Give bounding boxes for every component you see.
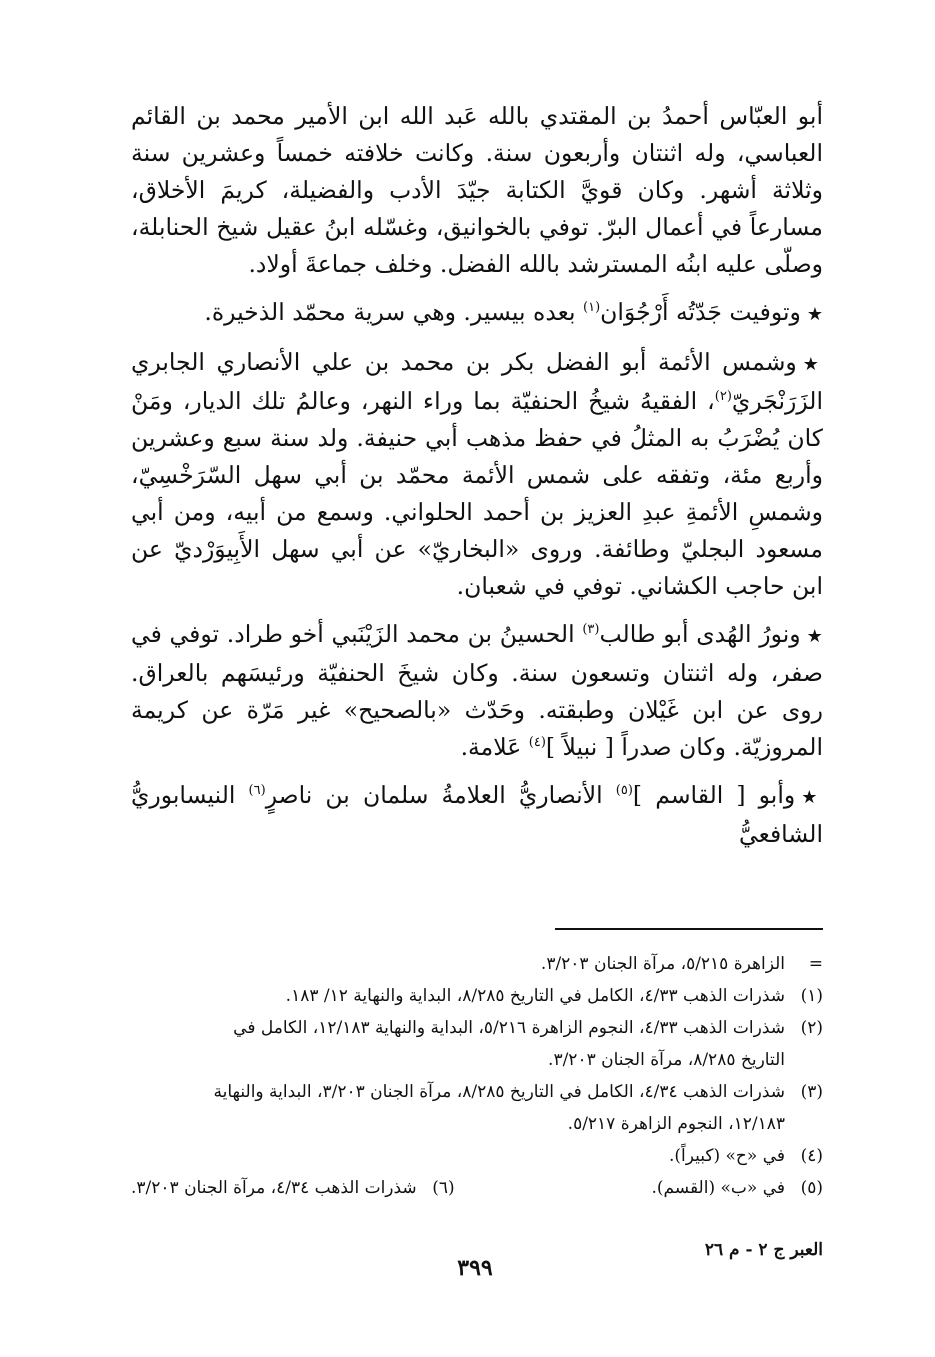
star-icon: ★ xyxy=(806,304,823,325)
paragraph-5: ★وأبو [ القاسم ]$^{(٥)}$ الأنصاريُّ العلامةُ سلمان بن ناصرٍ$^{(٦)}$ النيسابوريُّ الشافعيُّ xyxy=(131,781,824,848)
paragraph-4: ★ونورُ الهُدى أبو طالب$^{(٣)}$ الحسينُ بن محمد الزَيْنَبي أخو طراد. توفي في صفر، وله اثنتان وتسعون سنة. وكان شيخَ الحنفيّة ورئيسَهم بالعراق. روى عن ابن غَيْلان وطبقته. وحَدّث «بالصحيح» غير مَرّة عن كريمة المروزيّة. وكان صدراً [ نبيلاً ]$^{(٤)}$ عَلامة. xyxy=(131,620,824,761)
paragraph-1: أبو العبّاس أحمدُ بن المقتدي بالله عَبد الله ابن الأمير محمد بن القائم العباسي، وله اثنتان وأربعون سنة. وكانت خلافته خمساً وعشرين سنة وثلاثة أشهر. وكان قويَّ الكتابة جيّدَ الأدب والفضيلة، كريمَ الأخلاق، مسارعاً في أعمال البرّ. توفي بالخوانيق، وغسّله ابنُ عقيل شيخ الحنابلة، وصلّى عليه ابنُه المسترشد بالله الفضل. وخلف جماعةَ أولاد. xyxy=(131,102,823,278)
footnote-divider xyxy=(555,928,823,930)
footnote-ref-3: (٣) xyxy=(582,622,600,638)
footnote-ref-4: (٤) xyxy=(528,735,546,751)
star-icon: ★ xyxy=(806,626,824,647)
paragraph-3: ★وشمس الأئمة أبو الفضل بكر بن محمد بن علي الأنصاري الجابري الزَرَنْجَريّ$^{(٢)}$، الفقيهُ شيخُ الحنفيّة بما وراء النهر، وعالمُ تلك الديار، ومَنْ كان يُضْرَبُ به المثلُ في حفظ مذهب أبي حنيفة. ولد سنة سبع وعشرين وأربع مئة، وتفقه على شمس الأئمة محمّد بن أبي سهل السّرَخْسِيّ، وشمسِ الأئمةِ عبدِ العزيز بن أحمد الحلواني. وسمع من أبيه، ومن أبي مسعود البجليّ وطائفة. وروى «البخاريّ» عن أبي سهل الأَبِيوَرْديّ عن ابن حاجب الكشاني. توفي في شعبان. xyxy=(131,348,823,600)
footnote-ref-5: (٥) xyxy=(615,783,633,799)
star-icon: ★ xyxy=(802,354,823,375)
footnote-3: (٣)شذرات الذهب ٤/٣٤، الكامل في التاريخ ٨/٢٨٥، مرآة الجنان ٣/٢٠٣، البداية والنهاية xyxy=(213,1082,823,1102)
main-text xyxy=(131,98,823,853)
star-icon: ★ xyxy=(801,787,824,808)
footnotes-5-6 xyxy=(131,1172,823,1204)
footnote-5: (٥)في «ب» (القسم). xyxy=(651,1178,823,1198)
footnote-1: (١)شذرات الذهب ٤/٣٣، الكامل في التاريخ ٨/٢٨٥، البداية والنهاية ١٢/ ١٨٣. xyxy=(285,986,823,1006)
footnote-ref-6: (٦) xyxy=(248,783,266,799)
footnote-3-continued: ١٢/١٨٣، النجوم الزاهرة ٥/٢١٧. xyxy=(567,1114,785,1134)
paragraph-2: ★وتوفيت جَدّتُه أَرْجُوَان$^{(١)}$ بعده بيسير. وهي سرية محمّد الذخيرة. xyxy=(204,298,823,326)
footnotes xyxy=(131,948,823,1204)
footnote-2-continued: التاريخ ٨/٢٨٥، مرآة الجنان ٣/٢٠٣. xyxy=(548,1050,785,1070)
footnote-ref-1: (١) xyxy=(583,300,601,316)
signature-mark: العبر ج ٢ - م ٢٦ xyxy=(704,1240,823,1260)
footnote-6: (٦)شذرات الذهب ٤/٣٤، مرآة الجنان ٣/٢٠٣. xyxy=(131,1178,455,1198)
footnote-ref-2: (٢) xyxy=(714,389,732,405)
footnote-4: (٤)في «ح» (كبيراً). xyxy=(668,1146,823,1166)
footnote-2: (٢)شذرات الذهب ٤/٣٣، النجوم الزاهرة ٥/٢١٦، البداية والنهاية ١٢/١٨٣، الكامل في xyxy=(233,1018,823,1038)
page-number: ٣٩٩ xyxy=(457,1255,493,1281)
footnote-continuation: =الزاهرة ٥/٢١٥، مرآة الجنان ٣/٢٠٣. xyxy=(540,954,823,974)
